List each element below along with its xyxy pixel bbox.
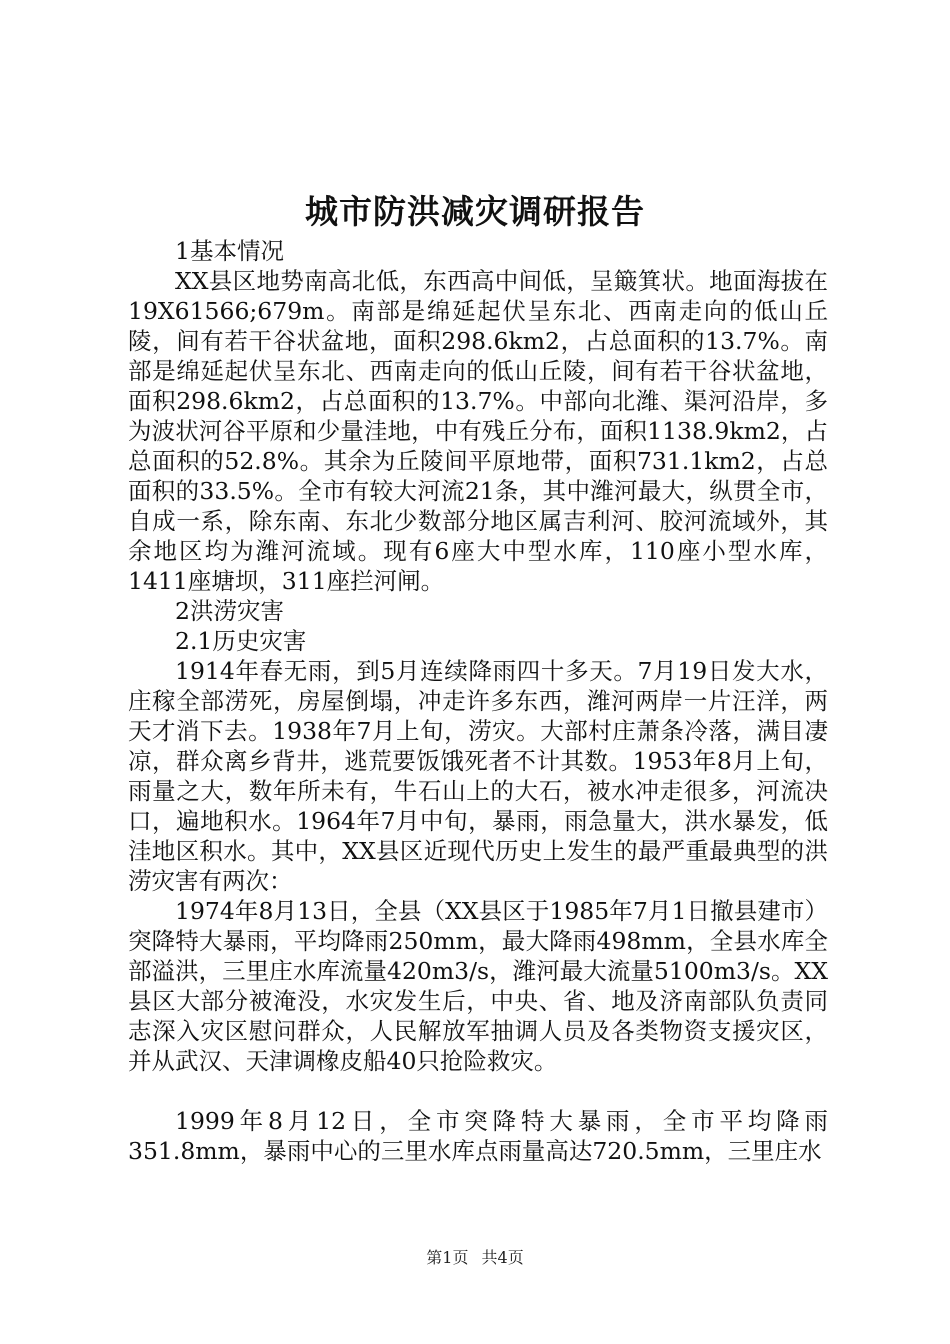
section-heading-basic: 1基本情况 bbox=[175, 237, 284, 265]
paragraph-1999: 1999年8月12日，全市突降特大暴雨，全市平均降雨351.8mm，暴雨中心的三里水库点雨量高达720.5mm，三里庄水 bbox=[128, 1107, 828, 1165]
document-title: 城市防洪减灾调研报告 bbox=[305, 192, 645, 231]
paragraph-basic-info: XX县区地势南高北低，东西高中间低，呈簸箕状。地面海拔在19X61566;679m。南部是绵延起伏呈东北、西南走向的低山丘陵，间有若干谷状盆地，面积298.6km2，占总面积的13.7%。南部是绵延起伏呈东北、西南走向的低山丘陵，间有若干谷状盆地，面积298.6km2，占总面积的13.7%。中部向北潍、渠河沿岸，多为波状河谷平原和少量洼地，中有残丘分布，面积1138.9km2，占总面积的52.8%。其余为丘陵间平原地带，面积731.1km2，占总面积的33.5%。全市有较大河流21条，其中潍河最大，纵贯全市，自成一系，除东南、东北少数部分地区属吉利河、胶河流域外，其余地区均为潍河流域。现有6座大中型水库，110座小型水库，1411座塘坝，311座拦河闸。 bbox=[128, 267, 828, 595]
section-heading-flood: 2洪涝灾害 bbox=[175, 597, 284, 625]
document-body bbox=[128, 236, 828, 1166]
section-heading-history: 2.1历史灾害 bbox=[175, 627, 307, 655]
paragraph-1974: 1974年8月13日，全县（XX县区于1985年7月1日撤县建市）突降特大暴雨，平均降雨250mm，最大降雨498mm，全县水库全部溢洪，三里庄水库流量420m3/s，潍河最大流量5100m3/s。XX县区大部分被淹没，水灾发生后，中央、省、地及济南部队负责同志深入灾区慰问群众，人民解放军抽调人员及各类物资支援灾区，并从武汉、天津调橡皮船40只抢险救灾。 bbox=[128, 897, 828, 1075]
paragraph-history: 1914年春无雨，到5月连续降雨四十多天。7月19日发大水，庄稼全部涝死，房屋倒塌，冲走许多东西，潍河两岸一片汪洋，两天才消下去。1938年7月上旬，涝灾。大部村庄萧条冷落，满目凄凉，群众离乡背井，逃荒要饭饿死者不计其数。1953年8月上旬，雨量之大，数年所未有，牛石山上的大石，被水冲走很多，河流决口，遍地积水。1964年7月中旬，暴雨，雨急量大，洪水暴发，低洼地区积水。其中，XX县区近现代历史上发生的最严重最典型的洪涝灾害有两次： bbox=[128, 657, 828, 895]
paragraph-gap bbox=[128, 1076, 828, 1106]
page-number: 第1页 bbox=[426, 1248, 469, 1267]
page-footer bbox=[0, 1245, 950, 1268]
page-total: 共4页 bbox=[481, 1248, 524, 1267]
